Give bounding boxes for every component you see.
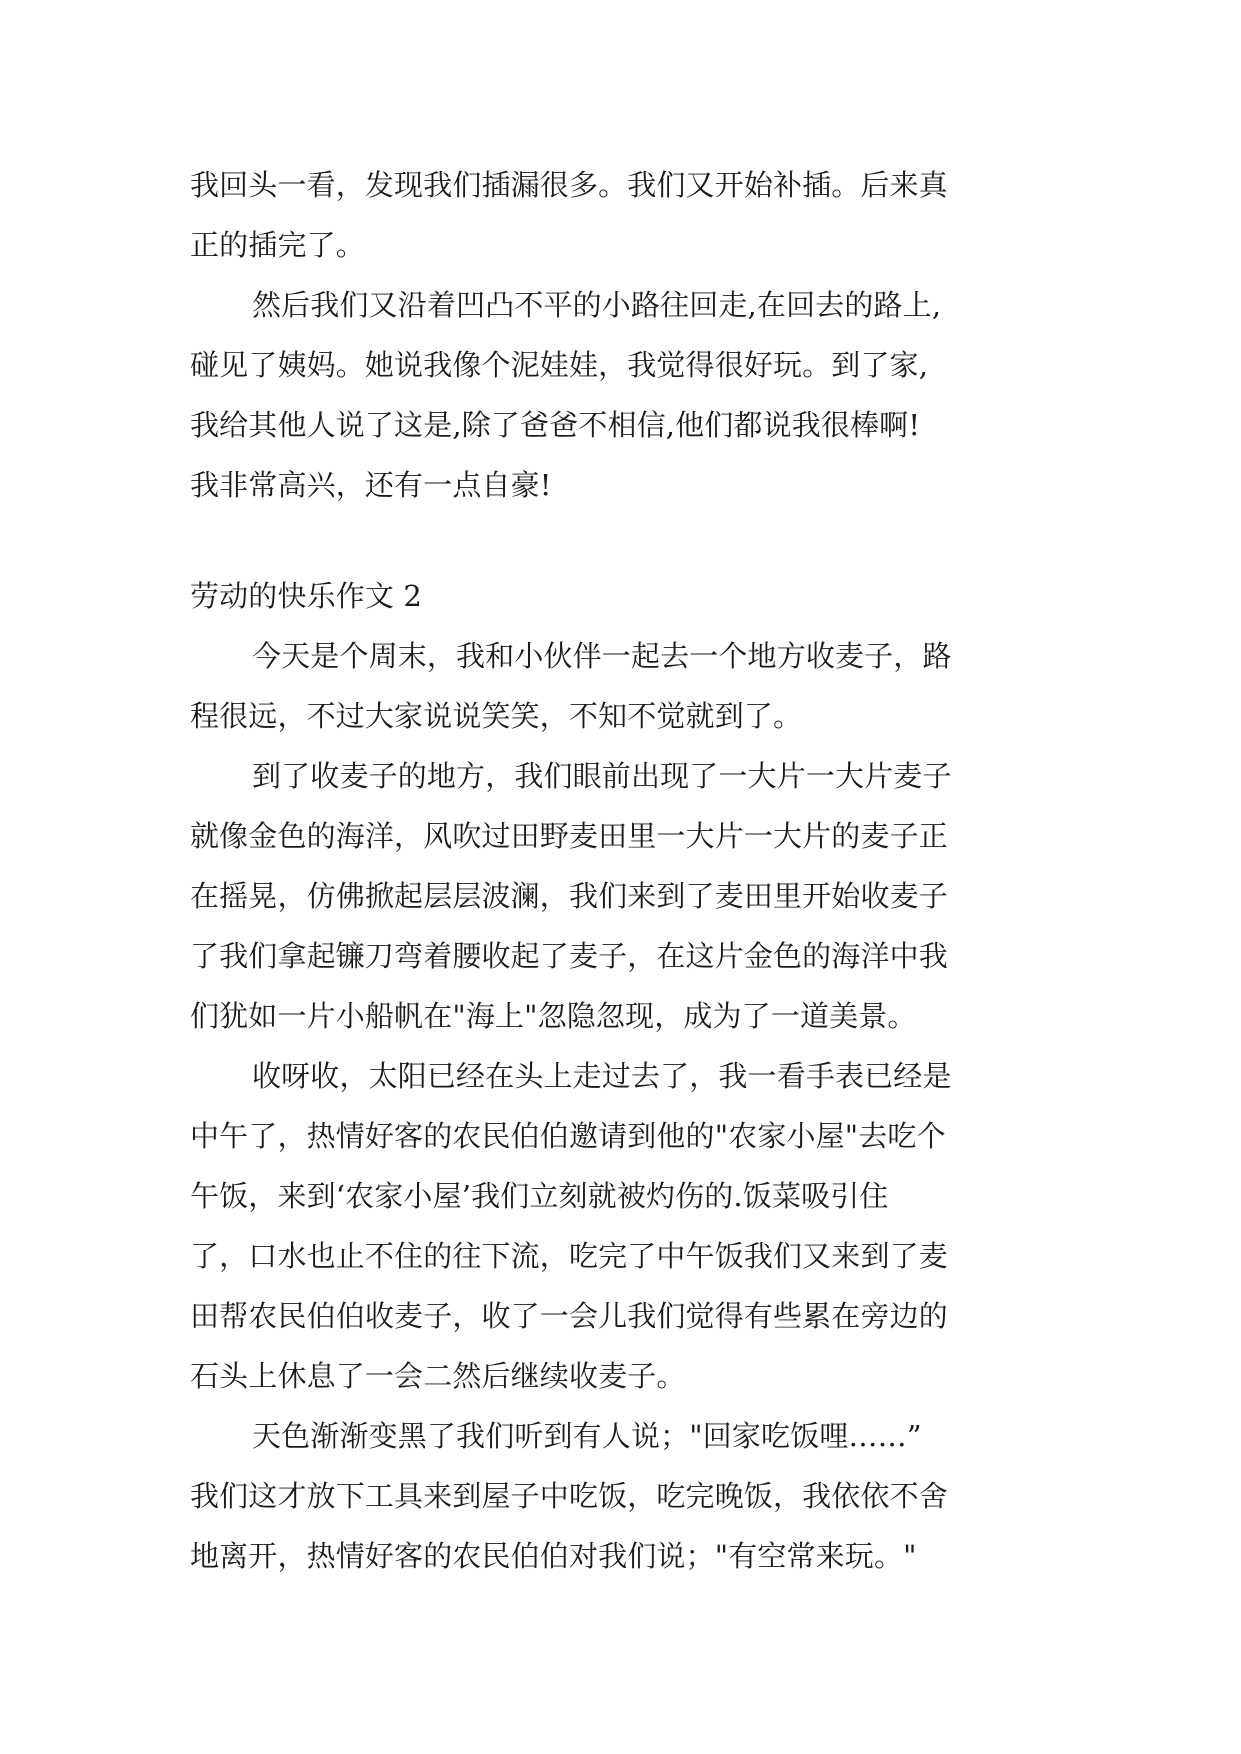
paragraph-line: 到了收麦子的地方，我们眼前出现了一大片一大片麦子 (252, 759, 952, 793)
paragraph-line: 程很远，不过大家说说笑笑，不知不觉就到了。 (190, 699, 803, 733)
paragraph-line: 了我们拿起镰刀弯着腰收起了麦子，在这片金色的海洋中我 (190, 939, 948, 973)
paragraph-line: 我非常高兴，还有一点自豪! (190, 468, 552, 502)
paragraph-line: 我给其他人说了这是,除了爸爸不相信,他们都说我很棒啊! (190, 408, 921, 442)
paragraph-line: 石头上休息了一会二然后继续收麦子。 (190, 1359, 686, 1393)
paragraph-line: 然后我们又沿着凹凸不平的小路往回走,在回去的路上, (252, 288, 942, 322)
paragraph-line: 就像金色的海洋，风吹过田野麦田里一大片一大片的麦子正 (190, 819, 948, 853)
paragraph-line: 今天是个周末，我和小伙伴一起去一个地方收麦子，路 (252, 639, 952, 673)
paragraph-line: 了，口水也止不住的往下流，吃完了中午饭我们又来到了麦 (190, 1239, 948, 1273)
paragraph-line: 中午了，热情好客的农民伯伯邀请到他的"农家小屋"去吃个 (190, 1119, 946, 1153)
paragraph-line: 收呀收，太阳已经在头上走过去了，我一看手表已经是 (252, 1059, 952, 1093)
paragraph-line: 田帮农民伯伯收麦子，收了一会儿我们觉得有些累在旁边的 (190, 1299, 948, 1333)
paragraph-line: 地离开，热情好客的农民伯伯对我们说；"有空常来玩。" (190, 1539, 917, 1573)
paragraph-line: 们犹如一片小船帆在"海上"忽隐忽现，成为了一道美景。 (190, 999, 917, 1033)
paragraph-line: 正的插完了。 (190, 228, 365, 262)
paragraph-line: 天色渐渐变黑了我们听到有人说；"回家吃饭哩……” (252, 1419, 922, 1453)
paragraph-line: 我们这才放下工具来到屋子中吃饭，吃完晚饭，我依依不舍 (190, 1479, 948, 1513)
paragraph-line: 碰见了姨妈。她说我像个泥娃娃，我觉得很好玩。到了家, (190, 348, 929, 382)
paragraph-line: 在摇晃，仿佛掀起层层波澜，我们来到了麦田里开始收麦子 (190, 879, 948, 913)
essay-title: 劳动的快乐作文 2 (190, 579, 423, 613)
paragraph-line: 我回头一看，发现我们插漏很多。我们又开始补插。后来真 (190, 168, 948, 202)
paragraph-line: 午饭，来到‘农家小屋’我们立刻就被灼伤的.饭菜吸引住 (190, 1179, 889, 1213)
